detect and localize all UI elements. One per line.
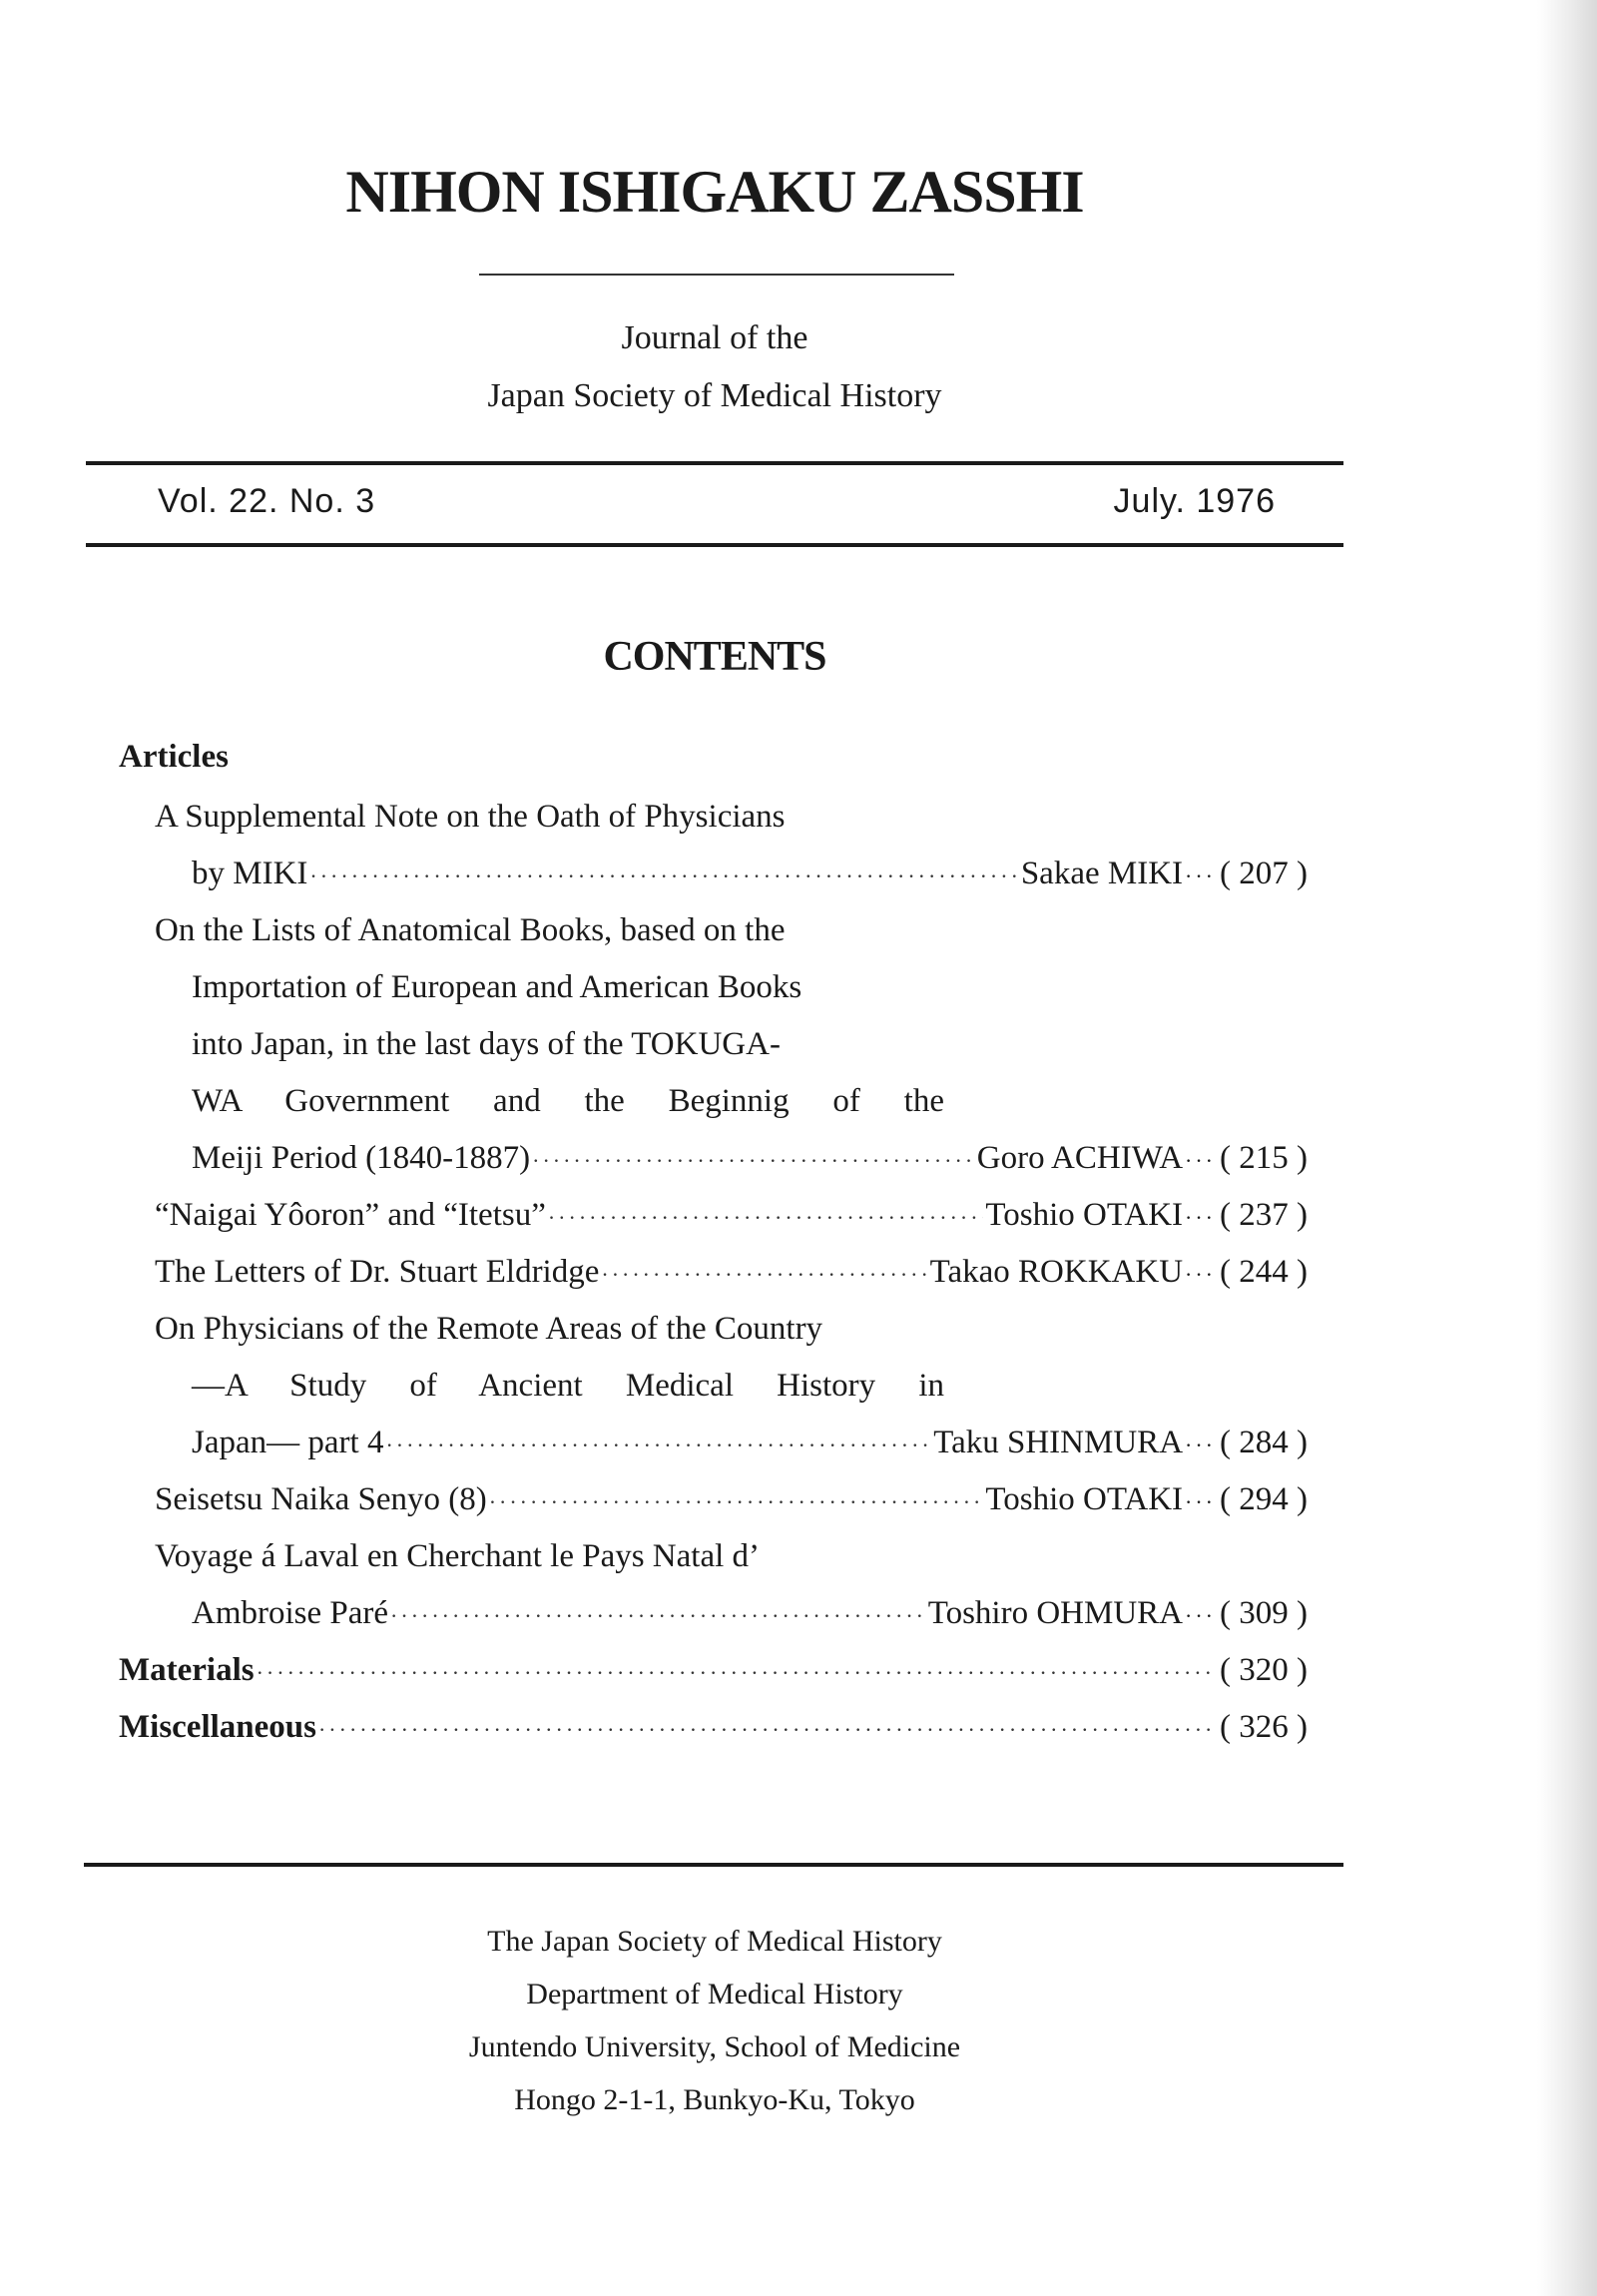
publisher-name: The Japan Society of Medical History [487,1925,942,1958]
article-5-title-last: Japan— part 4 [192,1425,384,1460]
article-5-title-line-1: On Physicians of the Remote Areas of the Country [155,1311,823,1347]
article-4-page: ( 244 ) [1220,1254,1308,1290]
article-6-title: Seisetsu Naika Senyo (8) [155,1481,487,1517]
article-4-author: Takao ROKKAKU [929,1254,1184,1290]
toc-entry-article-1[interactable] [192,854,1308,893]
toc-entry-article-4[interactable] [155,1252,1308,1292]
top-rule [86,461,1343,465]
publisher-address: Hongo 2-1-1, Bunkyo-Ku, Tokyo [514,2083,915,2116]
toc-entry-article-5[interactable] [192,1423,1308,1462]
article-7-title-line-1: Voyage á Laval en Cherchant le Pays Natal d’ [155,1538,761,1574]
journal-subtitle-line-1: Journal of the [621,319,808,356]
journal-subtitle-line-2: Japan Society of Medical History [487,377,942,414]
dot-leader [489,1482,984,1522]
dot-leader [257,1653,1214,1693]
article-2-author: Goro ACHIWA [976,1140,1184,1176]
dot-leader [390,1596,926,1636]
title-rule [479,274,954,276]
dot-leader [548,1198,984,1238]
materials-page: ( 320 ) [1220,1652,1308,1688]
toc-entry-materials[interactable] [119,1650,1308,1690]
dot-leader-short: ··· [1185,1489,1217,1514]
materials-label: Materials [119,1652,255,1688]
dot-leader-short: ··· [1185,1603,1217,1628]
publisher-department: Department of Medical History [526,1978,903,2010]
miscellaneous-label: Miscellaneous [119,1709,316,1745]
publisher-university: Juntendo University, School of Medicine [468,2030,961,2063]
article-2-title-last: Meiji Period (1840-1887) [192,1140,531,1176]
dot-leader [309,857,1018,896]
miscellaneous-page: ( 326 ) [1220,1709,1308,1745]
article-2-title-line-3: into Japan, in the last days of the TOKUGA- [192,1026,781,1062]
toc-entry-article-3[interactable] [155,1195,1308,1235]
article-5-author: Taku SHINMURA [933,1425,1184,1460]
article-3-author: Toshio OTAKI [985,1197,1184,1233]
toc-entry-article-7[interactable] [192,1593,1308,1633]
article-4-title: The Letters of Dr. Stuart Eldridge [155,1254,600,1290]
page-edge-shadow [1537,0,1597,2296]
article-2-page: ( 215 ) [1220,1140,1308,1176]
article-1-title-line-1: A Supplemental Note on the Oath of Physicians [155,799,786,835]
article-7-page: ( 309 ) [1220,1595,1308,1631]
dot-leader-short: ··· [1185,1433,1217,1457]
article-1-page: ( 207 ) [1220,856,1308,891]
article-3-page: ( 237 ) [1220,1197,1308,1233]
article-2-title-line-1: On the Lists of Anatomical Books, based on the [155,912,786,948]
dot-leader [601,1255,927,1295]
dot-leader-short: ··· [1185,863,1217,888]
article-7-title-last: Ambroise Paré [192,1595,389,1631]
article-1-author: Sakae MIKI [1020,856,1184,891]
article-1-title-last: by MIKI [192,856,308,891]
dot-leader [318,1710,1214,1750]
volume-number: Vol. 22. No. 3 [158,482,376,520]
article-3-title: “Naigai Yôoron” and “Itetsu” [155,1197,546,1233]
article-6-author: Toshio OTAKI [985,1481,1184,1517]
dot-leader-short: ··· [1185,1205,1217,1230]
dot-leader [385,1426,931,1465]
dot-leader-short: ··· [1185,1148,1217,1173]
article-7-author: Toshiro OHMURA [927,1595,1184,1631]
article-5-title-line-2: —A Study of Ancient Medical History in [192,1368,944,1404]
dot-leader-short: ··· [1185,1262,1217,1287]
contents-heading: CONTENTS [603,634,826,680]
article-2-title-line-2: Importation of European and American Books [192,969,802,1005]
toc-entry-article-6[interactable] [155,1479,1308,1519]
issue-date: July. 1976 [1113,482,1276,520]
toc-entry-miscellaneous[interactable] [119,1707,1308,1747]
header-bottom-rule [86,543,1343,547]
dot-leader [532,1141,975,1181]
toc-entry-article-2[interactable] [192,1138,1308,1178]
article-2-title-line-4: WA Government and the Beginnig of the [192,1083,944,1119]
article-6-page: ( 294 ) [1220,1481,1308,1517]
article-5-page: ( 284 ) [1220,1425,1308,1460]
footer-rule [84,1863,1343,1867]
journal-title: NIHON ISHIGAKU ZASSHI [345,159,1084,225]
articles-section-label: Articles [119,739,229,775]
